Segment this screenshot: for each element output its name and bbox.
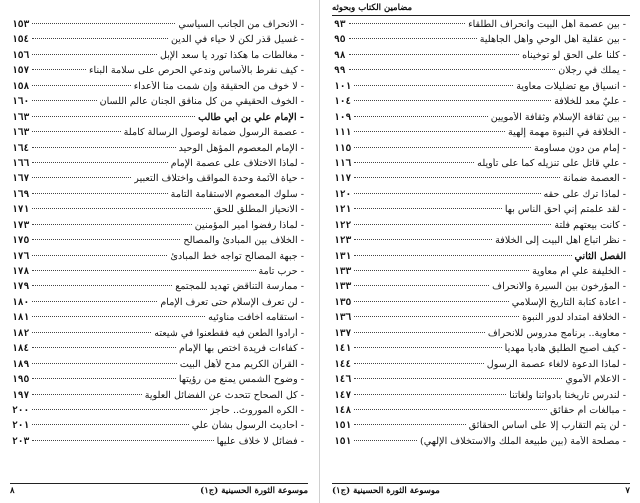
toc-entry-page: ١٥١ <box>334 420 352 432</box>
toc-entry-title: - لا خوف من الحقيقة وإن شمت منا الأعداء <box>133 80 304 92</box>
toc-dot-leader <box>32 332 151 333</box>
right-toc-entry <box>334 297 626 312</box>
book-spine-divider <box>319 0 320 503</box>
toc-entry-page: ٢٠٣ <box>12 435 30 447</box>
left-toc-entry <box>12 328 304 343</box>
left-toc-list <box>12 19 304 451</box>
toc-entry-title: - الخلافة في النبوة مهمة إلهية <box>508 127 626 139</box>
toc-dot-leader <box>354 270 529 271</box>
toc-entry-title: - كيف نفرط بالأساس وندعي الحرص على سلامة البناء <box>89 65 304 77</box>
toc-dot-leader <box>32 54 157 55</box>
toc-entry-page: ٢٠١ <box>12 420 30 432</box>
toc-entry-page: ١٨٠ <box>12 296 30 308</box>
left-page-number: ٨ <box>10 486 15 496</box>
toc-entry-title: - لماذا ترك على حقه <box>543 188 626 200</box>
toc-dot-leader <box>32 85 130 86</box>
toc-entry-title: - غسيل قذر لكن لا حياء في الدين <box>170 34 304 46</box>
toc-dot-leader <box>32 347 176 348</box>
toc-entry-page: ١٠٤ <box>334 96 352 108</box>
left-toc-entry <box>12 312 304 327</box>
toc-dot-leader <box>32 424 188 425</box>
toc-entry-title: - الكره الموروث.. حاجز <box>209 404 304 416</box>
left-page <box>0 0 318 503</box>
toc-entry-page: ١٤٦ <box>334 374 352 386</box>
toc-entry-title: - معاوية.. برنامج مدروس للانحراف <box>487 327 626 339</box>
right-toc-entry <box>334 189 626 204</box>
toc-entry-title: - كيف أصبح الطليق هادياً مهدياً <box>504 343 626 355</box>
toc-entry-page: ١٨٩ <box>12 358 30 370</box>
left-toc-entry <box>12 436 304 451</box>
right-toc-entry <box>334 173 626 188</box>
left-toc-entry <box>12 173 304 188</box>
toc-entry-title: - الانحياز المطلق للحق <box>213 204 304 216</box>
left-footer <box>10 486 308 496</box>
right-toc-entry <box>334 405 626 420</box>
toc-entry-page: ١٦٠ <box>12 96 30 108</box>
toc-entry-page: ١٩٥ <box>12 374 30 386</box>
toc-dot-leader <box>354 332 485 333</box>
left-toc-entry <box>12 112 304 127</box>
toc-entry-page: ١٣٧ <box>334 327 352 339</box>
toc-entry-page: ١٦٤ <box>12 142 30 154</box>
toc-entry-title: - الخليفة علي أم معاوية <box>532 266 626 277</box>
toc-entry-page: ١٧٩ <box>12 281 30 293</box>
toc-entry-title: - جبهة المصالح تواجه خط المبادئ <box>170 250 304 262</box>
toc-entry-page: ١٩٧ <box>12 389 30 401</box>
right-header-title: مضامين الكتاب وبحوثه <box>332 3 413 13</box>
right-page <box>322 0 640 503</box>
toc-dot-leader <box>32 208 210 209</box>
left-toc-entry <box>12 50 304 65</box>
toc-entry-title: - أحاديث الرسول بشأن علي <box>191 420 304 432</box>
toc-entry-page: ١٥٧ <box>12 65 30 77</box>
toc-entry-page: ١٢٢ <box>334 219 352 231</box>
toc-entry-title: - فضائل لا خلاف عليها <box>216 435 304 447</box>
toc-entry-page: ١٦٣ <box>12 127 30 139</box>
toc-dot-leader <box>349 69 556 70</box>
right-page-number: ٧ <box>625 486 630 496</box>
left-toc-entry <box>12 374 304 389</box>
right-toc-entry <box>334 390 626 405</box>
toc-dot-leader <box>32 162 167 163</box>
toc-entry-title: - مصلحة الأمة (بين طبيعة الملك والاستخلاف الإلهي) <box>420 435 626 447</box>
toc-entry-title: - الإمام علي بن أبي طالب <box>198 111 304 123</box>
toc-entry-title: - كلنا على الحق لو توخيناه <box>522 49 626 61</box>
left-toc-entry <box>12 220 304 235</box>
toc-entry-title: - الخلاف بين المبادئ والمصالح <box>183 235 304 247</box>
right-toc-entry <box>334 420 626 435</box>
toc-dot-leader <box>354 239 492 240</box>
right-header-rule <box>332 15 630 16</box>
toc-entry-title: - العصمة ضمانة <box>563 173 626 185</box>
left-toc-entry <box>12 189 304 204</box>
left-toc-entry <box>12 420 304 435</box>
toc-entry-page: ١٣٣ <box>334 266 352 277</box>
toc-dot-leader <box>354 409 547 410</box>
toc-entry-page: ١٨٤ <box>12 343 30 355</box>
toc-dot-leader <box>32 394 141 395</box>
toc-dot-leader <box>354 363 483 364</box>
left-toc-entry <box>12 343 304 358</box>
toc-dot-leader <box>354 131 505 132</box>
toc-dot-leader <box>354 394 506 395</box>
toc-entry-title: - عليٌ معد للخلافة <box>554 96 626 108</box>
toc-dot-leader <box>354 116 487 117</box>
toc-dot-leader <box>354 378 562 379</box>
toc-entry-title: - سلوك المعصوم الاستقامة التامة <box>170 188 304 200</box>
toc-entry-page: ١٦٧ <box>12 173 30 185</box>
toc-entry-title: - علي قاتل على تنزيله كما على تأويله <box>477 157 626 169</box>
toc-entry-title: - بين ثقافة الإسلام وثقافة الأمويين <box>490 111 626 123</box>
toc-entry-title: - مبالغات أم حقائق <box>550 404 626 416</box>
toc-entry-page: ١٣٥ <box>334 296 352 308</box>
toc-dot-leader <box>32 69 86 70</box>
toc-entry-title: - بين عقلية أهل الوحي وأهل الجاهلية <box>479 34 626 46</box>
right-toc-entry <box>334 374 626 389</box>
toc-dot-leader <box>32 131 120 132</box>
toc-entry-page: ١٥٣ <box>12 19 30 30</box>
toc-dot-leader <box>354 177 560 178</box>
right-toc-entry <box>334 251 626 266</box>
toc-entry-page: ١٤١ <box>334 343 352 355</box>
toc-entry-page: ٩٥ <box>334 34 346 46</box>
toc-entry-title: الفصل الثاني <box>574 250 626 262</box>
toc-entry-title: - لماذا رفضوا أمير المؤمنين <box>194 219 304 231</box>
toc-dot-leader <box>354 424 465 425</box>
left-toc-entry <box>12 65 304 80</box>
toc-dot-leader <box>32 193 167 194</box>
left-toc-entry <box>12 34 304 49</box>
toc-entry-page: ١٠١ <box>334 80 352 92</box>
toc-entry-page: ١٤٨ <box>334 404 352 416</box>
right-toc-entry <box>334 81 626 96</box>
right-toc-entry <box>334 127 626 142</box>
right-toc-entry <box>334 34 626 49</box>
toc-dot-leader <box>349 54 520 55</box>
right-footer-title: موسوعة الثورة الحسينية (ج١) <box>332 486 440 496</box>
right-toc-entry <box>334 235 626 250</box>
toc-dot-leader <box>354 347 501 348</box>
toc-dot-leader <box>354 285 489 286</box>
toc-dot-leader <box>354 162 474 163</box>
toc-dot-leader <box>354 208 502 209</box>
toc-entry-page: ١٦٩ <box>12 188 30 200</box>
left-toc-entry <box>12 81 304 96</box>
toc-dot-leader <box>32 116 195 117</box>
right-toc-entry <box>334 220 626 235</box>
toc-dot-leader <box>354 316 519 317</box>
toc-dot-leader <box>32 100 96 101</box>
toc-entry-title: - نظر اتباع أهل البيت إلى الخلافة <box>495 235 626 247</box>
toc-entry-title: - لن تعرف الإسلام حتى تعرف الإمام <box>160 296 304 308</box>
toc-dot-leader <box>32 224 191 225</box>
toc-entry-page: ١٧٥ <box>12 235 30 247</box>
toc-dot-leader <box>32 177 131 178</box>
right-toc-entry <box>334 312 626 327</box>
toc-entry-page: ١٢٠ <box>334 188 352 200</box>
toc-entry-title: - انسياق مع تضليلات معاوية <box>516 80 626 92</box>
toc-entry-title: - لندرس تاريخنا بأدواتنا ولغاتنا <box>509 389 626 401</box>
toc-entry-title: - استقامه أخافت مناوئيه <box>208 312 304 324</box>
left-toc-entry <box>12 158 304 173</box>
toc-entry-title: - لماذا الدعوة لالغاء عصمة الرسول <box>486 358 626 370</box>
toc-entry-page: ١٨٢ <box>12 327 30 339</box>
left-toc-entry <box>12 251 304 266</box>
toc-entry-page: ١٧٦ <box>12 250 30 262</box>
toc-entry-page: ١٧٨ <box>12 266 30 277</box>
toc-entry-page: ١٢٣ <box>334 235 352 247</box>
right-toc-entry <box>334 96 626 111</box>
toc-entry-page: ١٤٧ <box>334 389 352 401</box>
right-toc-entry <box>334 359 626 374</box>
toc-dot-leader <box>354 193 540 194</box>
left-toc-entry <box>12 297 304 312</box>
toc-entry-page: ١١١ <box>334 127 352 139</box>
toc-dot-leader <box>354 224 551 225</box>
left-toc-entry <box>12 405 304 420</box>
toc-entry-page: ١٨١ <box>12 312 30 324</box>
left-toc-entry <box>12 281 304 296</box>
toc-entry-page: ٩٣ <box>334 19 346 30</box>
toc-entry-title: - أرادوا الطعن فيه فقطعنوا في شيعته <box>154 327 304 339</box>
left-toc-entry <box>12 235 304 250</box>
toc-entry-title: - الاعلام الأموي <box>565 374 626 386</box>
right-footer-rule <box>332 483 630 484</box>
toc-entry-title: - يملك في رجلان <box>558 65 626 77</box>
toc-entry-title: - القرآن الكريم مدح لأهل البيت <box>179 358 304 370</box>
toc-entry-page: ٩٩ <box>334 65 346 77</box>
toc-entry-page: ١١٥ <box>334 142 352 154</box>
toc-entry-title: - حياة الأئمة وحدة المواقف واختلاف التعبير <box>134 173 304 185</box>
toc-dot-leader <box>354 100 551 101</box>
left-toc-entry <box>12 204 304 219</box>
left-footer-title: موسوعة الثورة الحسينية (ج١) <box>200 486 308 496</box>
toc-entry-title: - الإمام المعصوم المؤهل الوحيد <box>178 142 304 154</box>
toc-dot-leader <box>354 147 531 148</box>
toc-entry-title: - مغالطات ما هكذا تورد يا سعد الإبل <box>159 49 304 61</box>
right-toc-entry <box>334 112 626 127</box>
toc-entry-page: ١٤٤ <box>334 358 352 370</box>
toc-entry-title: - لقد علمتم إني أحق الناس بها <box>504 204 626 216</box>
right-toc-entry <box>334 436 626 451</box>
left-toc-entry <box>12 266 304 281</box>
toc-dot-leader <box>32 147 175 148</box>
left-toc-entry <box>12 359 304 374</box>
toc-entry-page: ١٥٨ <box>12 80 30 92</box>
right-toc-entry <box>334 204 626 219</box>
toc-entry-title: - الخلافة امتداد لدور النبوة <box>522 312 626 324</box>
right-toc-entry <box>334 158 626 173</box>
toc-dot-leader <box>32 255 167 256</box>
toc-entry-title: - وضوح الشمس يمنع من رؤيتها <box>178 374 304 386</box>
toc-dot-leader <box>354 85 513 86</box>
right-toc-entry <box>334 143 626 158</box>
toc-entry-title: - كانت بيعتهم فلتة <box>554 219 626 231</box>
toc-entry-page: ١٥٦ <box>12 49 30 61</box>
toc-entry-title: - المؤرخون بين السيرة والانحراف <box>492 281 626 293</box>
toc-entry-page: ١٧٣ <box>12 219 30 231</box>
toc-entry-page: ١١٧ <box>334 173 352 185</box>
toc-dot-leader <box>354 301 508 302</box>
toc-dot-leader <box>349 38 477 39</box>
toc-entry-title: - بين عصمة أهل البيت وانحراف الطلقاء <box>468 19 626 30</box>
right-toc-entry <box>334 281 626 296</box>
toc-dot-leader <box>32 363 177 364</box>
toc-entry-title: - إمام من دون مساومة <box>533 142 626 154</box>
right-toc-entry <box>334 65 626 80</box>
toc-entry-page: ١٢١ <box>334 204 352 216</box>
toc-dot-leader <box>32 316 205 317</box>
toc-dot-leader <box>32 23 175 24</box>
toc-entry-page: ١٦٦ <box>12 157 30 169</box>
left-toc-entry <box>12 390 304 405</box>
toc-dot-leader <box>32 409 207 410</box>
right-toc-entry <box>334 19 626 34</box>
toc-dot-leader <box>32 38 168 39</box>
toc-entry-page: ٩٨ <box>334 49 346 61</box>
left-toc-entry <box>12 96 304 111</box>
right-toc-list <box>334 19 626 451</box>
toc-entry-page: ١٥١ <box>334 435 352 447</box>
toc-entry-page: ١٣٣ <box>334 281 352 293</box>
toc-entry-title: - كل الصحاح تتحدث عن الفضائل العلوية <box>144 389 304 401</box>
toc-entry-title: - الانحراف من الجانب السياسي <box>178 19 304 30</box>
toc-entry-page: ١١٦ <box>334 157 352 169</box>
right-toc-entry <box>334 266 626 281</box>
toc-entry-title: - لن يتم التقارب إلا على أساس الحقائق <box>468 420 626 432</box>
toc-dot-leader <box>354 255 571 256</box>
left-toc-entry <box>12 127 304 142</box>
toc-dot-leader <box>32 440 213 441</box>
toc-entry-page: ٢٠٠ <box>12 404 30 416</box>
toc-entry-title: - عصمة الرسول ضمانة لوصول الرسالة كاملة <box>123 127 304 139</box>
left-toc-entry <box>12 19 304 34</box>
toc-entry-title: - لماذا الاختلاف على عصمة الإمام <box>170 157 304 169</box>
toc-entry-page: ١٧١ <box>12 204 30 216</box>
toc-dot-leader <box>349 23 466 24</box>
toc-entry-title: - الخوف الحقيقي من كل منافق الجنان عالم اللسان <box>99 96 304 108</box>
toc-entry-page: ١٥٤ <box>12 34 30 46</box>
toc-dot-leader <box>32 270 255 271</box>
toc-entry-title: - اعادة كتابة التاريخ الإسلامي <box>511 296 626 308</box>
toc-dot-leader <box>32 301 157 302</box>
toc-dot-leader <box>32 239 180 240</box>
toc-entry-page: ١٣١ <box>334 250 352 262</box>
toc-entry-title: - كفاءات فريدة اختص بها الإمام <box>178 343 304 355</box>
right-footer <box>332 486 630 496</box>
left-footer-rule <box>10 483 308 484</box>
right-toc-entry <box>334 328 626 343</box>
toc-entry-page: ١٦٣ <box>12 111 30 123</box>
toc-entry-page: ١٠٩ <box>334 111 352 123</box>
right-toc-entry <box>334 343 626 358</box>
left-toc-entry <box>12 143 304 158</box>
toc-dot-leader <box>32 285 172 286</box>
toc-entry-page: ١٣٦ <box>334 312 352 324</box>
toc-entry-title: - حرب تامة <box>258 266 304 277</box>
right-toc-entry <box>334 50 626 65</box>
toc-dot-leader <box>354 440 417 441</box>
toc-dot-leader <box>32 378 175 379</box>
toc-entry-title: - ممارسة التناقض تهديد للمجتمع <box>175 281 304 293</box>
